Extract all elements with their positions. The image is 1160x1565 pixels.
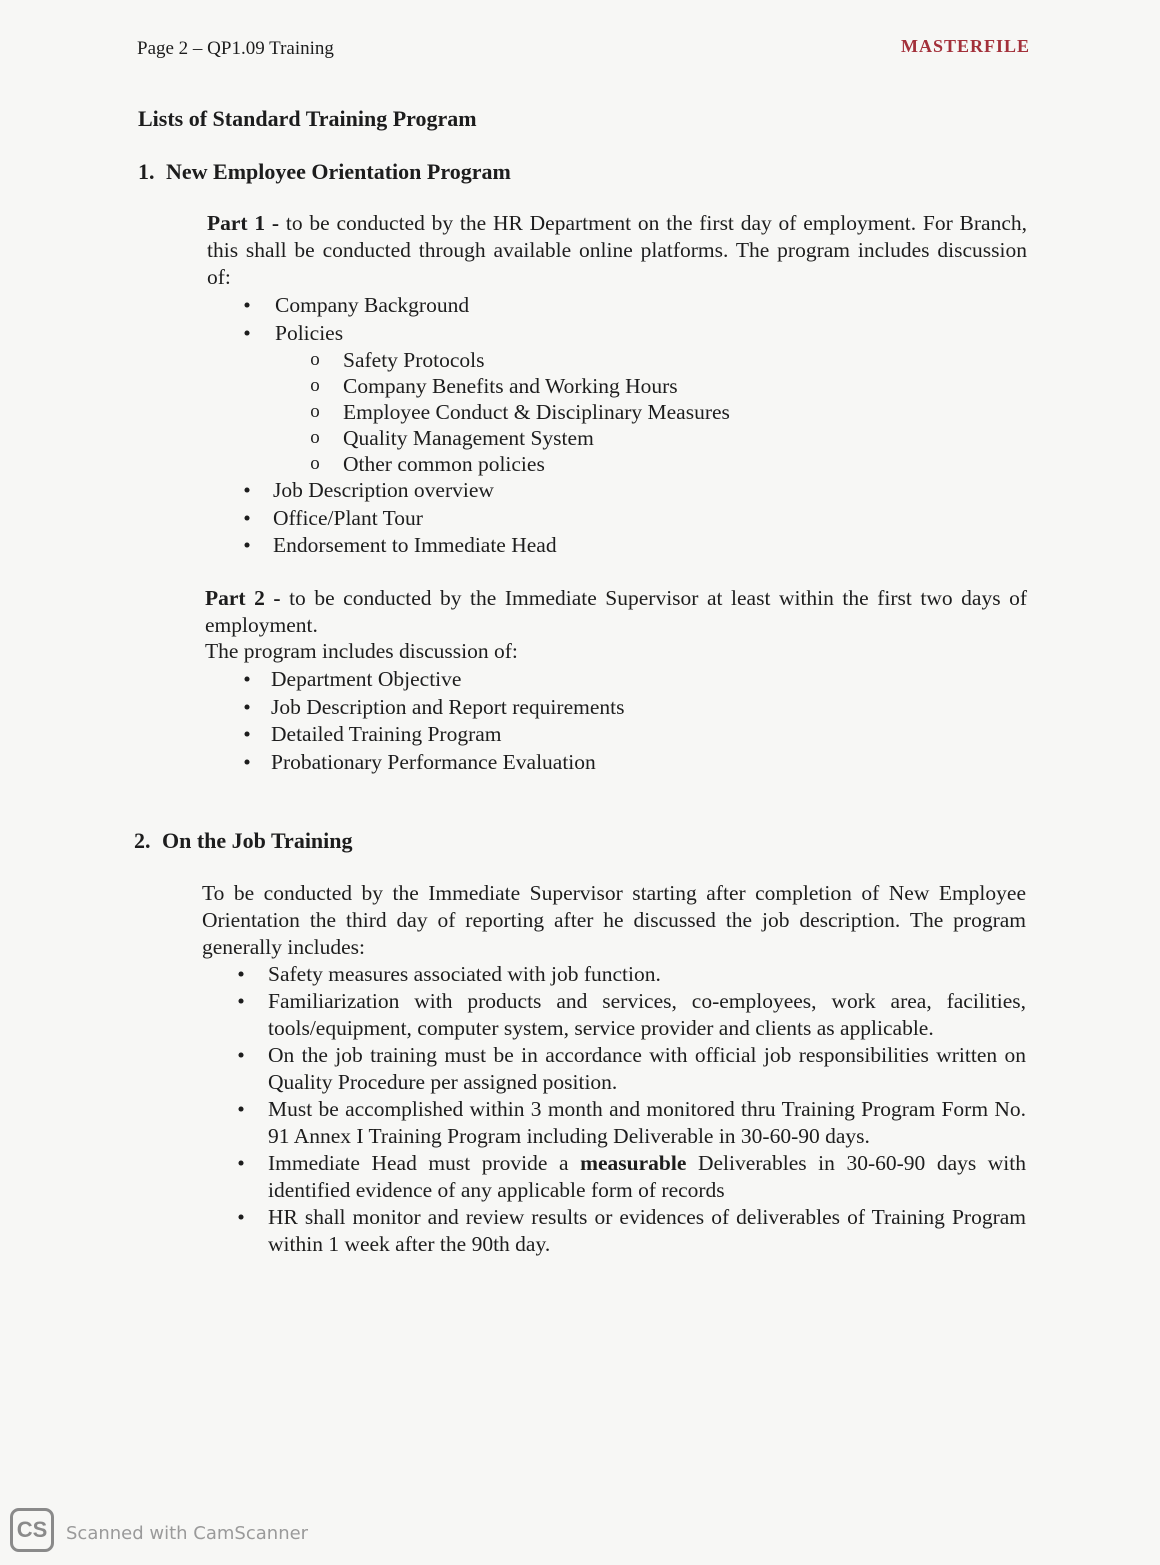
circle-bullet-icon: o	[310, 453, 320, 474]
circle-bullet-icon: o	[310, 375, 320, 396]
list-item: • Endorsement to Immediate Head	[240, 532, 1000, 560]
bullet-icon: •	[243, 320, 251, 345]
sublist-item: o Other common policies	[308, 451, 1000, 477]
section-2-heading	[134, 828, 353, 854]
list-item: • HR shall monitor and review results or evidences of deliverables of Training Program within 1 week after the 90th day.	[234, 1204, 1026, 1258]
bullet-icon: •	[243, 749, 251, 774]
circle-bullet-icon: o	[310, 349, 320, 370]
part-1-text: to be conducted by the HR Department on the first day of employment. For Branch, this shall be conducted through available online platforms. The program includes discussion of:	[207, 211, 1028, 289]
part-1-list	[240, 292, 1000, 560]
list-item: • Job Description and Report requirements	[240, 694, 1000, 722]
sublist-item: o Employee Conduct & Disciplinary Measures	[308, 399, 1000, 425]
part-1-paragraph	[207, 210, 1027, 291]
sublist-item: o Safety Protocols	[308, 347, 1000, 373]
bullet-icon: •	[237, 1097, 245, 1121]
list-item: • Immediate Head must provide a measurable Deliverables in 30-60-90 days with identified evidence of any applicable form of records	[234, 1150, 1026, 1204]
policies-sublist	[308, 347, 1000, 477]
bullet-icon: •	[243, 694, 251, 719]
circle-bullet-icon: o	[310, 401, 320, 422]
bullet-icon: •	[243, 533, 251, 557]
section-2-paragraph: To be conducted by the Immediate Supervisor starting after completion of New Employee Orientation the third day of reporting after he discussed the job description. The program generally includes:	[202, 881, 1026, 959]
bullet-icon: •	[237, 1205, 245, 1229]
bullet-icon: •	[243, 478, 251, 502]
bullet-icon: •	[243, 293, 251, 317]
list-item: • Familiarization with products and services, co-employees, work area, facilities, tools/equipment, computer system, service provider and clients as applicable.	[234, 988, 1026, 1042]
part-2-intro: The program includes discussion of:	[205, 639, 518, 663]
measurable-bold: measurable	[580, 1151, 687, 1175]
bullet-icon: •	[243, 667, 251, 691]
scanner-watermark-text: Scanned with CamScanner	[66, 1523, 309, 1544]
section-2-list	[234, 961, 1026, 1258]
list-item: • Detailed Training Program	[240, 721, 1000, 749]
part-2-text: to be conducted by the Immediate Supervisor at least within the first two days of employment.	[205, 586, 1027, 637]
list-item: • Safety measures associated with job function.	[234, 961, 1026, 988]
section-1-heading	[138, 159, 511, 185]
part-2-label: Part 2 -	[205, 586, 281, 610]
bullet-icon: •	[237, 989, 245, 1013]
part-2-paragraph	[205, 585, 1027, 639]
bullet-icon: •	[237, 962, 245, 986]
list-item: • Job Description overview	[240, 477, 1000, 505]
section-1-title: New Employee Orientation Program	[166, 159, 511, 184]
page-header-right: MASTERFILE	[900, 36, 1030, 56]
bullet-icon: •	[243, 505, 251, 530]
list-item: • Probationary Performance Evaluation	[240, 749, 1000, 777]
circle-bullet-icon: o	[310, 427, 320, 448]
section-1-number: 1.	[138, 159, 155, 184]
list-item: • Policies o Safety Protocols o Company Benefits and Working Hours o Employee Conduct & Disciplinary Measures o Quality Management System o Other common policies	[240, 320, 1000, 478]
bullet-icon: •	[237, 1043, 245, 1067]
page-header-left: Page 2 – QP1.09 Training	[137, 38, 334, 59]
sublist-item: o Quality Management System	[308, 425, 1000, 451]
part-2-list	[240, 666, 1000, 776]
section-2-number: 2.	[134, 828, 151, 853]
list-item: • Office/Plant Tour	[240, 505, 1000, 533]
section-2-title: On the Job Training	[162, 828, 353, 853]
camscanner-logo-icon: CS	[10, 1508, 54, 1552]
list-item: • On the job training must be in accordance with official job responsibilities written on Quality Procedure per assigned position.	[234, 1042, 1026, 1096]
sublist-item: o Company Benefits and Working Hours	[308, 373, 1000, 399]
list-item: • Department Objective	[240, 666, 1000, 694]
list-item: • Must be accomplished within 3 month and monitored thru Training Program Form No. 91 Annex I Training Program including Deliverable in 30-60-90 days.	[234, 1096, 1026, 1150]
bullet-icon: •	[237, 1151, 245, 1175]
part-1-label: Part 1 -	[207, 211, 280, 235]
document-title: Lists of Standard Training Program	[138, 106, 477, 131]
list-item: • Company Background	[240, 292, 1000, 320]
bullet-icon: •	[243, 722, 251, 746]
